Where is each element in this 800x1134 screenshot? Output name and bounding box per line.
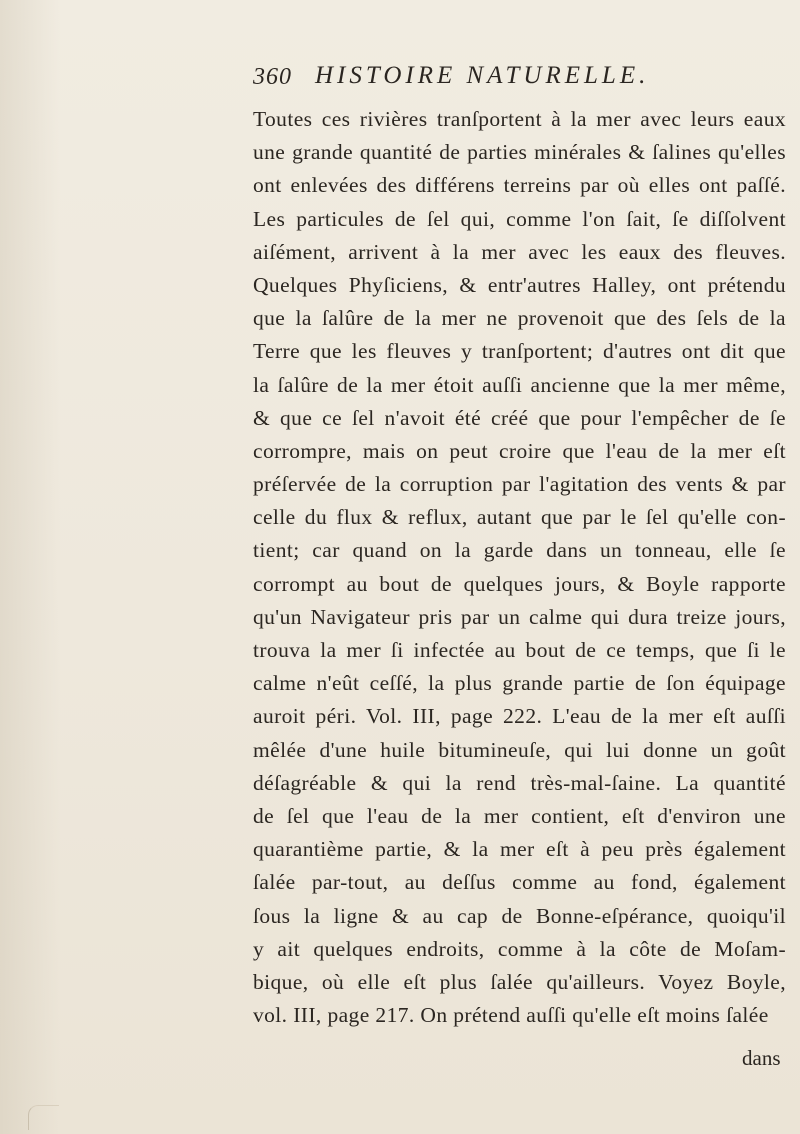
text-line: tient; car quand on la garde dans un tonneau, elle ſe (253, 538, 786, 563)
text-line: préſervée de la corruption par l'agitation des vents & par (253, 472, 786, 497)
text-line: de ſel que l'eau de la mer contient, eſt d'environ une (253, 803, 786, 828)
text-line: celle du flux & reflux, autant que par le ſel qu'elle con- (253, 505, 786, 530)
text-line: ſalée par-tout, au deſſus comme au fond, également (253, 870, 786, 895)
text-line: y ait quelques endroits, comme à la côte de Moſam- (253, 936, 786, 961)
text-line: déſagréable & qui la rend très-mal-ſaine. La quantité (253, 770, 786, 795)
running-title: HISTOIRE NATURELLE. (315, 62, 650, 89)
page-number: 360 (253, 64, 292, 90)
catchword: dans (742, 1046, 781, 1070)
text-line: auroit péri. Vol. III, page 222. L'eau de la mer eſt auſſi (253, 704, 786, 729)
text-line: corrompre, mais on peut croire que l'eau de la mer eſt (253, 438, 786, 463)
text-line: la ſalûre de la mer étoit auſſi ancienne que la mer même, (253, 372, 786, 397)
text-line: une grande quantité de parties minérales & ſalines qu'elles (253, 140, 786, 165)
text-line: ont enlevées des différens terreins par où elles ont paſſé. (253, 173, 786, 198)
text-line: Les particules de ſel qui, comme l'on ſait, ſe diſſolvent (253, 206, 786, 231)
text-line: & que ce ſel n'avoit été créé que pour l'empêcher de ſe (253, 405, 786, 430)
page-corner-mark (28, 1105, 59, 1130)
text-line: corrompt au bout de quelques jours, & Boyle rapporte (253, 571, 786, 596)
text-line: mêlée d'une huile bitumineuſe, qui lui donne un goût (253, 737, 786, 762)
text-line: Terre que les fleuves y tranſportent; d'autres ont dit que (253, 339, 786, 364)
text-line: que la ſalûre de la mer ne provenoit que des ſels de la (253, 306, 786, 331)
page-edge-shadow (0, 0, 60, 1134)
text-line: bique, où elle eſt plus ſalée qu'ailleurs. Voyez Boyle, (253, 969, 786, 994)
text-line: aiſément, arrivent à la mer avec les eaux des fleuves. (253, 239, 786, 264)
text-line: vol. III, page 217. On prétend auſſi qu'elle eſt moins ſalée (253, 1003, 769, 1028)
text-line: Toutes ces rivières tranſportent à la mer avec leurs eaux (253, 107, 786, 131)
text-line: trouva la mer ſi infectée au bout de ce temps, que ſi le (253, 638, 786, 662)
text-line: Quelques Phyſiciens, & entr'autres Halley, ont prétendu (253, 272, 786, 297)
text-line: ſous la ligne & au cap de Bonne-eſpérance, quoiqu'il (253, 903, 786, 928)
body-text (253, 103, 800, 1032)
text-line: qu'un Navigateur pris par un calme qui dura treize jours, (253, 604, 786, 629)
text-line: quarantième partie, & la mer eſt à peu près également (253, 837, 786, 862)
running-head (253, 64, 673, 102)
text-line: calme n'eût ceſſé, la plus grande partie de ſon équipage (253, 671, 786, 696)
